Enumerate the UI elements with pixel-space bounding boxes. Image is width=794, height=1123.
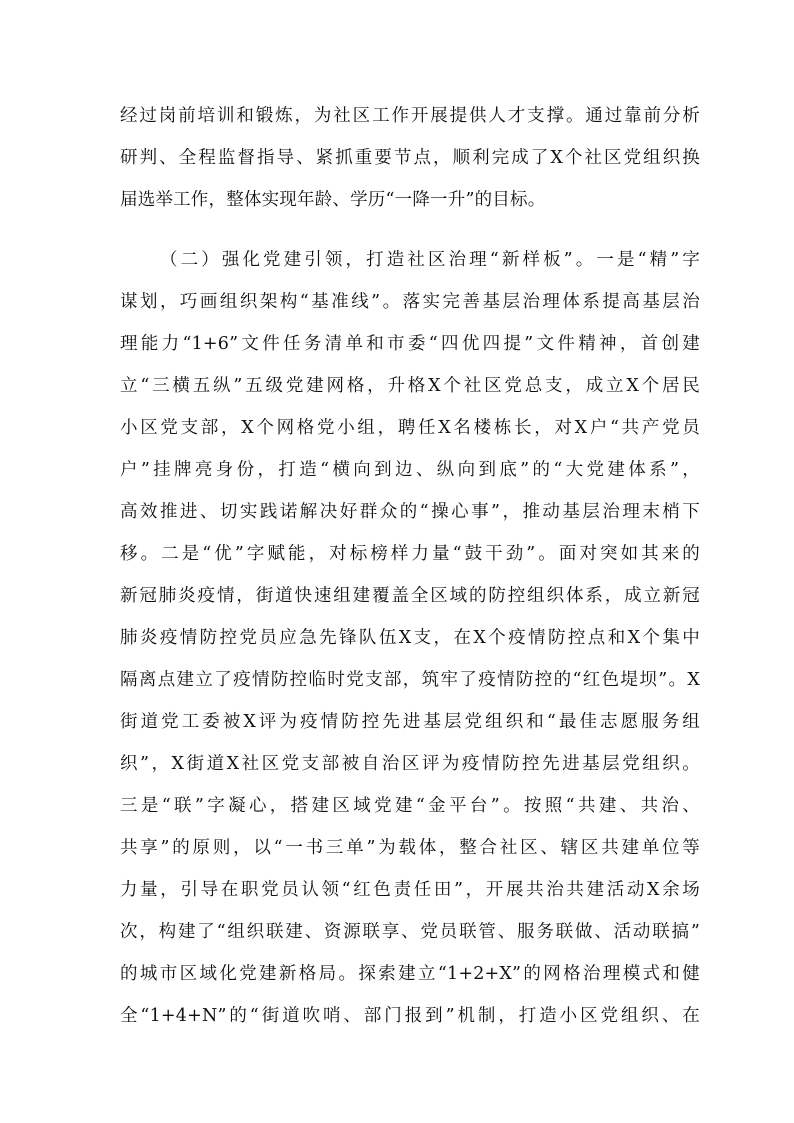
paragraph-2-line-18: 的城市区域化党建新格局。探索建立“1+2+X”的网格治理模式和健 [120,964,700,984]
paragraph-2-line-1: （二）强化党建引领，打造社区治理“新样板”。一是“精”字 [160,250,700,270]
paragraph-1-line-3: 届选举工作，整体实现年龄、学历“一降一升”的目标。 [120,190,546,210]
paragraph-2-line-9: 新冠肺炎疫情，街道快速组建覆盖全区域的防控组织体系，成立新冠 [120,586,700,606]
paragraph-1-line-2: 研判、全程监督指导、紧抓重要节点，顺利完成了X个社区党组织换 [120,148,700,168]
paragraph-2-line-10: 肺炎疫情防控党员应急先锋队伍X支，在X个疫情防控点和X个集中 [120,628,700,648]
paragraph-2-line-14: 三是“联”字凝心，搭建区域党建“金平台”。按照“共建、共治、 [120,796,700,816]
paragraph-2-line-3: 理能力“1+6”文件任务清单和市委“四优四提”文件精神，首创建 [120,334,700,354]
paragraph-2-line-7: 高效推进、切实践诺解决好群众的“操心事”，推动基层治理末梢下 [120,502,700,522]
paragraph-2-line-2: 谋划，巧画组织架构“基准线”。落实完善基层治理体系提高基层治 [120,292,700,312]
paragraph-2-line-11: 隔离点建立了疫情防控临时党支部，筑牢了疫情防控的“红色堤坝”。X [120,670,700,690]
paragraph-1-line-1: 经过岗前培训和锻炼，为社区工作开展提供人才支撑。通过靠前分析 [120,106,700,126]
paragraph-2-line-12: 街道党工委被X评为疫情防控先进基层党组织和“最佳志愿服务组 [120,712,700,732]
paragraph-2-line-8: 移。二是“优”字赋能，对标榜样力量“鼓干劲”。面对突如其来的 [120,544,700,564]
paragraph-2-line-16: 力量，引导在职党员认领“红色责任田”，开展共治共建活动X余场 [120,880,700,900]
paragraph-2-line-15: 共享”的原则，以“一书三单”为载体，整合社区、辖区共建单位等 [120,838,700,858]
paragraph-2-line-13: 织”，X街道X社区党支部被自治区评为疫情防控先进基层党组织。 [120,754,700,774]
paragraph-2-line-17: 次，构建了“组织联建、资源联享、党员联管、服务联做、活动联搞” [120,922,700,942]
paragraph-2-line-5: 小区党支部，X个网格党小组，聘任X名楼栋长，对X户“共产党员 [120,418,700,438]
paragraph-2-line-6: 户”挂牌亮身份，打造“横向到边、纵向到底”的“大党建体系”， [120,460,700,480]
paragraph-2-line-19: 全“1+4+N”的“街道吹哨、部门报到”机制，打造小区党组织、在 [120,1006,700,1026]
paragraph-2-line-4: 立“三横五纵”五级党建网格，升格X个社区党总支，成立X个居民 [120,376,700,396]
